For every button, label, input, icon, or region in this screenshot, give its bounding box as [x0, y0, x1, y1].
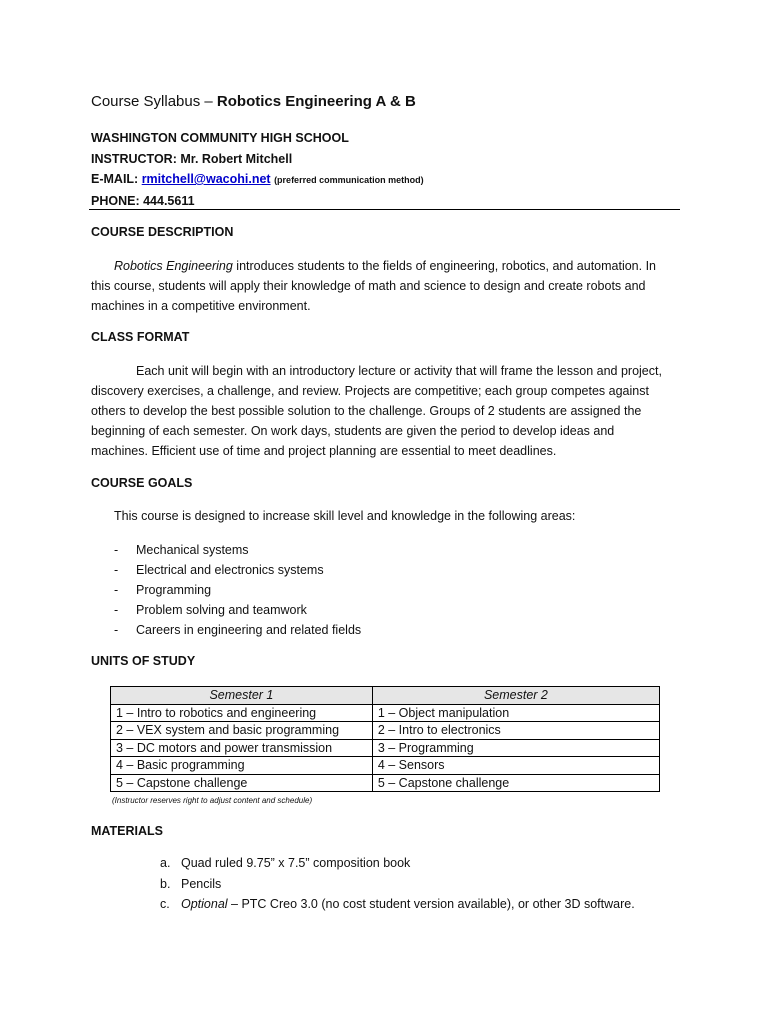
course-description-text — [91, 256, 671, 316]
table-cell: 1 – Object manipulation — [372, 704, 659, 722]
table-row — [111, 774, 660, 792]
course-goals-heading: COURSE GOALS — [91, 476, 193, 490]
bullet-dash: - — [114, 603, 119, 617]
course-goals-list — [114, 540, 361, 640]
table-row — [111, 739, 660, 757]
course-name-italic: Robotics Engineering — [114, 259, 233, 273]
goal-text: Mechanical systems — [136, 543, 249, 557]
bullet-dash: - — [114, 623, 119, 637]
email-note: (preferred communication method) — [274, 175, 424, 185]
table-header-row — [111, 687, 660, 705]
table-cell: 2 – Intro to electronics — [372, 722, 659, 740]
bullet-dash: - — [114, 563, 119, 577]
column-header: Semester 1 — [111, 687, 373, 705]
list-item — [114, 540, 361, 560]
material-text: Quad ruled 9.75” x 7.5” composition book — [181, 856, 411, 870]
units-of-study-heading: UNITS OF STUDY — [91, 654, 196, 668]
list-marker: b. — [160, 876, 171, 891]
table-cell: 5 – Capstone challenge — [111, 774, 373, 792]
header-divider — [89, 209, 680, 210]
table-cell: 3 – Programming — [372, 739, 659, 757]
course-goals-lead: This course is designed to increase skill level and knowledge in the following areas: — [114, 509, 576, 523]
class-format-text: Each unit will begin with an introductory lecture or activity that will frame the lesson and project, discovery exercises, a challenge, and review. Projects are competitive; each group competes against others to develop the best possible solution to the challenge. Groups of 2 students are assigned the beginning of each semester. On work days, students are given the period to develop ideas and machines. Efficient use of time and project planning are essential to meet deadlines. — [91, 364, 662, 458]
list-marker: a. — [160, 856, 171, 870]
instructor-name: Mr. Robert Mitchell — [180, 151, 293, 166]
phone-number: 444.5611 — [143, 193, 195, 208]
materials-list — [160, 853, 635, 915]
list-item — [114, 560, 361, 580]
table-cell: 4 – Basic programming — [111, 757, 373, 775]
email-link[interactable]: rmitchell@wacohi.net — [141, 172, 271, 186]
instructor-line — [91, 149, 424, 170]
table-cell: 4 – Sensors — [372, 757, 659, 775]
document-title — [91, 93, 416, 110]
goal-text: Careers in engineering and related fields — [136, 623, 362, 637]
material-text: Pencils — [181, 876, 222, 891]
table-row — [111, 757, 660, 775]
list-item — [160, 894, 635, 915]
material-text: – PTC Creo 3.0 (no cost student version available), or other 3D software. — [227, 897, 635, 911]
course-description-heading: COURSE DESCRIPTION — [91, 225, 234, 239]
list-item — [114, 600, 361, 620]
list-marker: c. — [160, 897, 170, 911]
materials-heading: MATERIALS — [91, 824, 163, 838]
list-item — [114, 620, 361, 640]
table-footnote: (Instructor reserves right to adjust content and schedule) — [112, 796, 313, 805]
class-format-heading: CLASS FORMAT — [91, 330, 190, 344]
bullet-dash: - — [114, 543, 119, 557]
school-name: WASHINGTON COMMUNITY HIGH SCHOOL — [91, 131, 349, 145]
list-item — [160, 874, 635, 895]
goal-text: Problem solving and teamwork — [136, 603, 307, 617]
instructor-label: INSTRUCTOR: — [91, 151, 181, 166]
list-item — [160, 853, 635, 874]
contact-info — [91, 128, 424, 211]
table-cell: 5 – Capstone challenge — [372, 774, 659, 792]
bullet-dash: - — [114, 583, 119, 597]
phone-label: PHONE: — [91, 193, 144, 208]
column-header: Semester 2 — [372, 687, 659, 705]
phone-line — [91, 191, 424, 212]
goal-text: Programming — [136, 583, 212, 597]
units-table — [110, 686, 660, 792]
title-prefix: Course Syllabus – — [91, 93, 217, 110]
title-main: Robotics Engineering A & B — [216, 93, 416, 110]
material-optional-label: Optional — [181, 897, 228, 911]
email-line — [91, 169, 424, 191]
email-label: E-MAIL: — [91, 172, 142, 186]
table-row — [111, 704, 660, 722]
table-cell: 2 – VEX system and basic programming — [111, 722, 373, 740]
table-row — [111, 722, 660, 740]
table-cell: 1 – Intro to robotics and engineering — [111, 704, 373, 722]
goal-text: Electrical and electronics systems — [136, 563, 324, 577]
list-item — [114, 580, 361, 600]
course-description-body: introduces students to the fields of engineering, robotics, and automation. In this course, students will apply their knowledge of math and science to design and create robots and machines in a competitive environment. — [91, 259, 657, 313]
table-cell: 3 – DC motors and power transmission — [111, 739, 373, 757]
